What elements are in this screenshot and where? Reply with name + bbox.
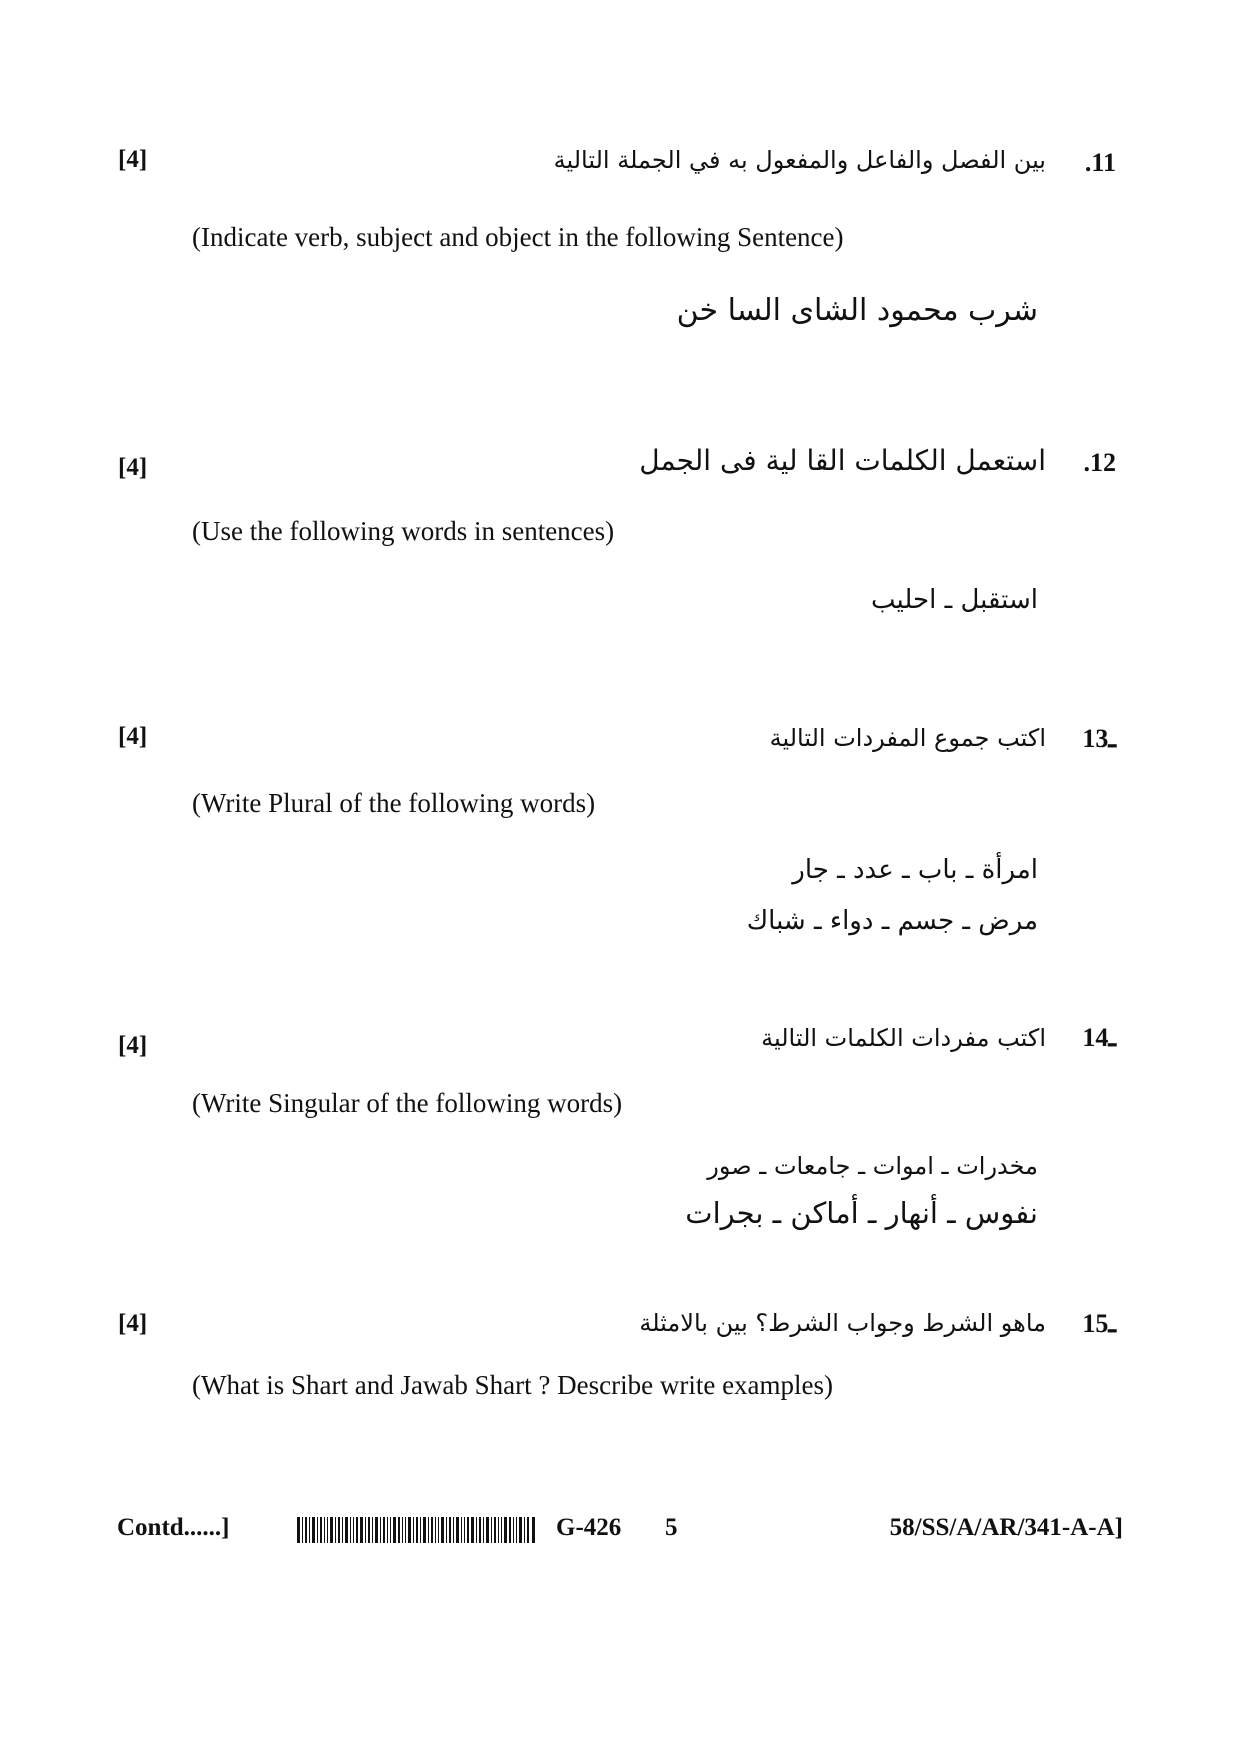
question-english-instruction: (Write Singular of the following words)	[192, 1088, 623, 1118]
question-arabic-line: استقبل ـ احليب	[871, 585, 1038, 615]
question-marks: [4]	[118, 1310, 148, 1337]
question-arabic-line: مخدرات ـ اموات ـ جامعات ـ صور	[707, 1152, 1038, 1180]
question-number: 14ـ	[1082, 1023, 1116, 1052]
question-number: .12	[1083, 448, 1116, 477]
question-marks: [4]	[118, 1032, 148, 1059]
question-arabic-prompt: ماهو الشرط وجواب الشرط؟ بين بالامثلة	[639, 1309, 1046, 1337]
question-marks: [4]	[118, 454, 148, 481]
question-marks: [4]	[118, 146, 148, 173]
paper-reference: 58/SS/A/AR/341-A-A]	[889, 1514, 1123, 1541]
question-arabic-line: امرأة ـ باب ـ عدد ـ جار	[792, 855, 1038, 885]
question-english-instruction: (Use the following words in sentences)	[192, 516, 615, 546]
question-arabic-line: مرض ـ جسم ـ دواء ـ شباك	[746, 906, 1038, 936]
question-arabic-prompt: اكتب مفردات الكلمات التالية	[761, 1024, 1046, 1052]
question-arabic-prompt: بين الفصل والفاعل والمفعول به في الجملة التالية	[553, 146, 1046, 174]
question-arabic-prompt: اكتب جموع المفردات التالية	[769, 724, 1046, 752]
paper-code: G-426	[556, 1514, 622, 1541]
barcode-icon	[297, 1517, 535, 1543]
question-english-instruction: (What is Shart and Jawab Shart ? Describe write examples)	[192, 1370, 834, 1400]
question-arabic-line: شرب محمود الشاى السا خن	[676, 293, 1038, 328]
question-number: .11	[1084, 148, 1116, 177]
question-number: 13ـ	[1082, 724, 1116, 753]
question-number: 15ـ	[1082, 1309, 1116, 1338]
page-number: 5	[665, 1514, 678, 1541]
question-marks: [4]	[118, 723, 148, 750]
continued-label: Contd......]	[117, 1514, 230, 1541]
question-english-instruction: (Indicate verb, subject and object in the following Sentence)	[192, 222, 844, 252]
question-arabic-line: نفوس ـ أنهار ـ أماكن ـ بجرات	[685, 1196, 1038, 1230]
question-arabic-prompt: استعمل الكلمات القا لية فى الجمل	[639, 444, 1046, 477]
question-english-instruction: (Write Plural of the following words)	[192, 788, 596, 818]
